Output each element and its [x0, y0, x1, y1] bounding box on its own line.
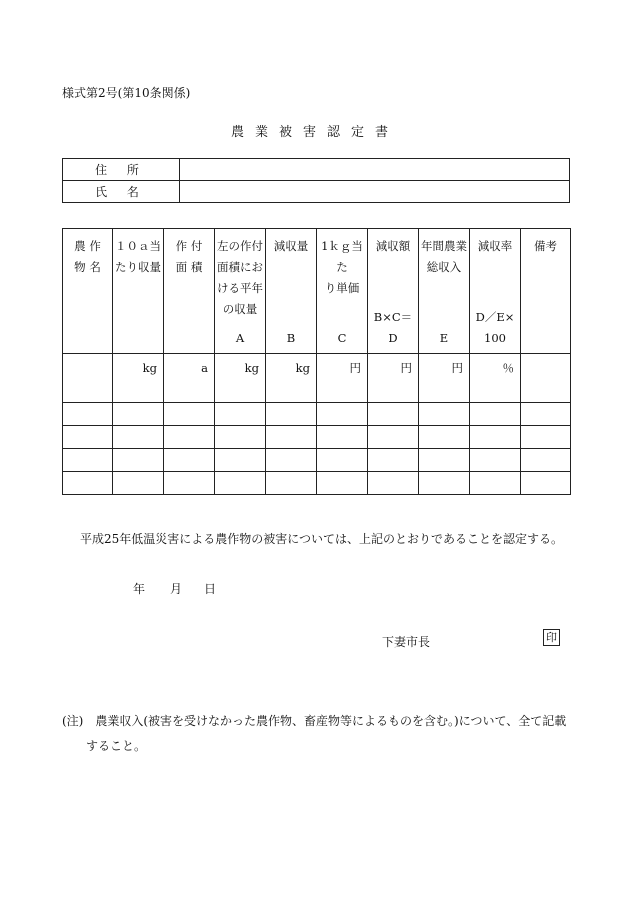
- unit-cell[interactable]: [63, 354, 113, 403]
- table-row: [63, 403, 571, 426]
- column-key-label: B: [286, 331, 296, 345]
- applicant-info-table: [62, 158, 570, 203]
- column-header-line: 面 積: [175, 260, 203, 274]
- column-key-label: A: [235, 331, 245, 345]
- table-cell[interactable]: [419, 472, 470, 495]
- table-cell[interactable]: [164, 426, 215, 449]
- column-header-line: 備考: [534, 239, 557, 253]
- table-cell[interactable]: [317, 426, 368, 449]
- table-cell[interactable]: [521, 472, 571, 495]
- table-row: [63, 472, 571, 495]
- table-cell[interactable]: [215, 403, 266, 426]
- table-cell[interactable]: [368, 449, 419, 472]
- column-header-line: 作 付: [175, 239, 203, 253]
- name-field[interactable]: [180, 181, 570, 203]
- column-header: [113, 229, 164, 354]
- table-cell[interactable]: [113, 403, 164, 426]
- certification-statement: 平成25年低温災害による農作物の被害については、上記のとおりであることを認定する。: [80, 532, 564, 546]
- unit-cell[interactable]: ％: [470, 354, 521, 403]
- table-cell[interactable]: [113, 472, 164, 495]
- table-cell[interactable]: [164, 472, 215, 495]
- column-header-line: 減収率: [477, 239, 513, 253]
- formula-label: D／E×: [475, 310, 515, 324]
- note-line-2: すること。: [86, 739, 147, 753]
- table-cell[interactable]: [63, 449, 113, 472]
- column-header-line: 年間農業: [421, 239, 467, 253]
- column-header-line: たり収量: [115, 260, 161, 274]
- name-label: 氏 名: [63, 181, 180, 203]
- damage-table: [62, 228, 571, 495]
- table-cell[interactable]: [317, 403, 368, 426]
- table-row: [63, 449, 571, 472]
- unit-cell[interactable]: 円: [317, 354, 368, 403]
- table-cell[interactable]: [419, 426, 470, 449]
- table-cell[interactable]: [419, 403, 470, 426]
- column-header-line: １０ａ当: [115, 239, 161, 253]
- table-row: [63, 426, 571, 449]
- address-field[interactable]: [180, 159, 570, 181]
- name-row: [63, 181, 570, 203]
- formula-label: B×C＝: [373, 310, 413, 324]
- unit-cell[interactable]: kg: [113, 354, 164, 403]
- table-cell[interactable]: [266, 449, 317, 472]
- table-cell[interactable]: [470, 472, 521, 495]
- column-header-line: 面積にお: [217, 260, 263, 274]
- column-header: [470, 229, 521, 354]
- mayor-title: 下妻市長: [382, 635, 431, 649]
- seal-mark: 印: [543, 629, 560, 646]
- document-title: 農業被害認定書: [230, 125, 399, 140]
- unit-cell[interactable]: [521, 354, 571, 403]
- table-cell[interactable]: [470, 403, 521, 426]
- column-header: [368, 229, 419, 354]
- table-cell[interactable]: [63, 403, 113, 426]
- table-cell[interactable]: [368, 472, 419, 495]
- column-header-line: 総収入: [426, 260, 462, 274]
- column-header: [419, 229, 470, 354]
- date-day-label: 日: [204, 582, 217, 596]
- table-cell[interactable]: [63, 426, 113, 449]
- column-header: [521, 229, 571, 354]
- table-cell[interactable]: [521, 403, 571, 426]
- column-header-line: 1ｋｇ当た: [321, 239, 363, 274]
- column-header-line: 減収量: [273, 239, 309, 253]
- table-cell[interactable]: [368, 426, 419, 449]
- column-header: [63, 229, 113, 354]
- table-cell[interactable]: [113, 449, 164, 472]
- column-key-label: C: [337, 331, 347, 345]
- column-header: [317, 229, 368, 354]
- column-header: [215, 229, 266, 354]
- column-header-line: 左の作付: [217, 239, 263, 253]
- address-row: [63, 159, 570, 181]
- date-month-label: 月: [170, 582, 183, 596]
- column-header-line: り単価: [324, 281, 360, 295]
- column-header-line: の収量: [222, 302, 258, 316]
- table-cell[interactable]: [521, 449, 571, 472]
- unit-cell[interactable]: kg: [266, 354, 317, 403]
- table-cell[interactable]: [521, 426, 571, 449]
- header-row: [63, 229, 571, 354]
- column-header-line: 減収額: [375, 239, 411, 253]
- unit-row: [63, 354, 571, 403]
- table-cell[interactable]: [419, 449, 470, 472]
- column-header: [164, 229, 215, 354]
- table-cell[interactable]: [317, 472, 368, 495]
- table-cell[interactable]: [63, 472, 113, 495]
- unit-cell[interactable]: 円: [419, 354, 470, 403]
- table-cell[interactable]: [470, 449, 521, 472]
- form-label: 様式第2号(第10条関係): [62, 86, 191, 100]
- table-cell[interactable]: [215, 426, 266, 449]
- table-cell[interactable]: [215, 449, 266, 472]
- table-cell[interactable]: [368, 403, 419, 426]
- date-year-label: 年: [133, 582, 146, 596]
- table-cell[interactable]: [266, 472, 317, 495]
- note-line-1: (注) 農業収入(被害を受けなかった農作物、畜産物等によるものを含む。)について、全て記載: [62, 714, 567, 728]
- column-key-label: D: [388, 331, 398, 345]
- unit-cell[interactable]: kg: [215, 354, 266, 403]
- table-cell[interactable]: [266, 403, 317, 426]
- column-header-line: 物 名: [74, 260, 101, 274]
- table-cell[interactable]: [215, 472, 266, 495]
- table-cell[interactable]: [164, 449, 215, 472]
- table-cell[interactable]: [470, 426, 521, 449]
- column-key-label: E: [439, 331, 449, 345]
- column-header-line: 農 作: [74, 239, 101, 253]
- unit-cell[interactable]: 円: [368, 354, 419, 403]
- table-cell[interactable]: [317, 449, 368, 472]
- table-cell[interactable]: [113, 426, 164, 449]
- column-header: [266, 229, 317, 354]
- column-key-label: 100: [484, 331, 506, 345]
- unit-cell[interactable]: a: [164, 354, 215, 403]
- table-cell[interactable]: [266, 426, 317, 449]
- table-cell[interactable]: [164, 403, 215, 426]
- address-label: 住 所: [63, 159, 180, 181]
- column-header-line: ける平年: [217, 281, 263, 295]
